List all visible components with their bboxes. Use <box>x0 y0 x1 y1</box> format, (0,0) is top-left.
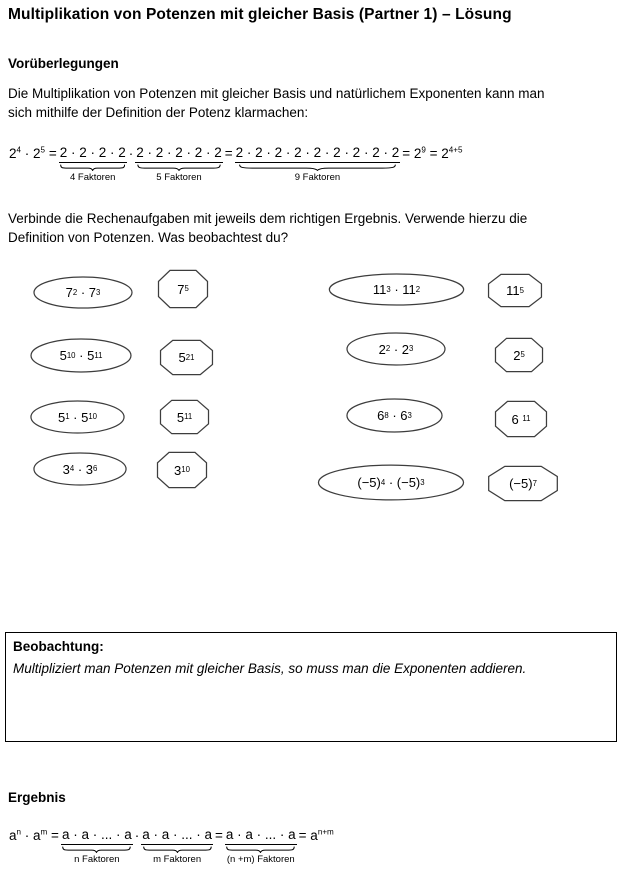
result-label: (−5) 7 <box>509 476 537 491</box>
problem-oval <box>346 332 446 366</box>
problem-oval <box>33 452 127 486</box>
problem-oval <box>328 273 465 306</box>
result-octagon <box>157 452 207 488</box>
result-octagon <box>158 270 208 308</box>
problem-oval <box>30 338 132 373</box>
underbrace-icon <box>137 164 221 171</box>
problem-oval <box>30 400 125 434</box>
formula-text: · <box>134 828 140 843</box>
problem-oval <box>317 464 465 501</box>
factor-count-label: m Faktoren <box>153 854 202 865</box>
intro-line-1: Die Multiplikation von Potenzen mit gleicher Basis und natürlichem Exponenten kann man <box>8 86 545 101</box>
formula-factor-group <box>141 827 213 865</box>
result-label: 5 21 <box>178 350 195 365</box>
result-octagon <box>488 274 542 307</box>
problem-oval <box>33 276 133 309</box>
result-label: 5 11 <box>176 409 193 425</box>
problem-oval <box>346 398 443 433</box>
problem-label: 5 10 · 5 11 <box>59 348 103 363</box>
formula-factor-group <box>59 145 127 183</box>
factor-count-label: 9 Faktoren <box>294 172 341 183</box>
formula-text: $2^4 \cdot 2^5$ = <box>9 145 57 161</box>
result-label: 6 11 <box>511 411 531 427</box>
factor-sequence: a · a · ... · a <box>141 827 213 845</box>
result-label: 7 5 <box>177 281 189 297</box>
underbrace-icon <box>226 846 295 853</box>
result-octagon <box>160 340 213 375</box>
result-octagon <box>160 400 209 434</box>
factor-count-label: 4 Faktoren <box>70 172 116 183</box>
section-heading-vorueberlegungen: Vorüberlegungen <box>8 56 119 71</box>
intro-paragraph <box>8 84 618 122</box>
underbrace-icon <box>60 164 125 171</box>
problem-label: 3 4 · 3 6 <box>62 461 98 477</box>
factor-count-label: 5 Faktoren <box>156 172 202 183</box>
result-octagon <box>495 401 547 437</box>
underbrace-icon <box>143 846 212 853</box>
result-octagon <box>488 466 558 501</box>
factor-sequence: 2 · 2 · 2 · 2 · 2 · 2 · 2 · 2 · 2 <box>235 145 401 163</box>
formula-text: = $a^{n+m}$ <box>298 827 334 843</box>
factor-sequence: 2 · 2 · 2 · 2 <box>59 145 127 163</box>
result-formula <box>8 827 335 865</box>
task-line-2: Definition von Potenzen. Was beobachtest du? <box>8 230 289 245</box>
formula-text: = <box>224 146 233 161</box>
observation-box <box>5 632 617 742</box>
formula-factor-group <box>135 145 223 183</box>
problem-label: (−5) 4 · (−5) 3 <box>357 475 425 490</box>
problem-label: 2 2 · 2 3 <box>378 341 414 357</box>
factor-count-label: n Faktoren <box>74 854 120 865</box>
observation-text: Multipliziert man Potenzen mit gleicher Basis, so muss man die Exponenten addieren. <box>13 661 527 676</box>
factor-sequence: a · a · ... · a <box>225 827 297 845</box>
section-heading-ergebnis: Ergebnis <box>8 790 66 805</box>
factor-sequence: a · a · ... · a <box>61 827 133 845</box>
worksheet-title: Multiplikation von Potenzen mit gleicher Basis (Partner 1) – Lösung <box>8 6 512 23</box>
example-formula <box>8 145 464 183</box>
observation-label: Beobachtung: <box>13 639 104 654</box>
problem-label: 6 8 · 6 3 <box>377 408 412 423</box>
result-octagon <box>495 338 543 372</box>
task-line-1: Verbinde die Rechenaufgaben mit jeweils dem richtigen Ergebnis. Verwende hierzu die <box>8 211 528 226</box>
problem-label: 7 2 · 7 3 <box>65 285 101 300</box>
result-label: 11 5 <box>506 283 524 298</box>
formula-factor-group <box>225 827 297 865</box>
intro-line-2: sich mithilfe der Definition der Potenz klarmachen: <box>8 105 309 120</box>
formula-factor-group <box>235 145 401 183</box>
formula-text: $a^n \cdot a^m$ = <box>9 827 59 843</box>
factor-sequence: 2 · 2 · 2 · 2 · 2 <box>135 145 223 163</box>
problem-label: 11 3 · 11 2 <box>372 282 421 297</box>
underbrace-icon <box>238 164 397 171</box>
formula-factor-group <box>61 827 133 865</box>
result-label: 2 5 <box>513 347 525 363</box>
factor-count-label: (n +m) Faktoren <box>226 854 295 865</box>
task-paragraph <box>8 209 618 247</box>
problem-label: 5 1 · 5 10 <box>57 409 98 425</box>
underbrace-icon <box>62 846 131 853</box>
formula-text: = $2^9 = 2^{4+5}$ <box>402 145 463 161</box>
formula-text: = <box>215 828 223 843</box>
result-label: 3 10 <box>174 462 190 478</box>
formula-text: · <box>128 146 134 161</box>
